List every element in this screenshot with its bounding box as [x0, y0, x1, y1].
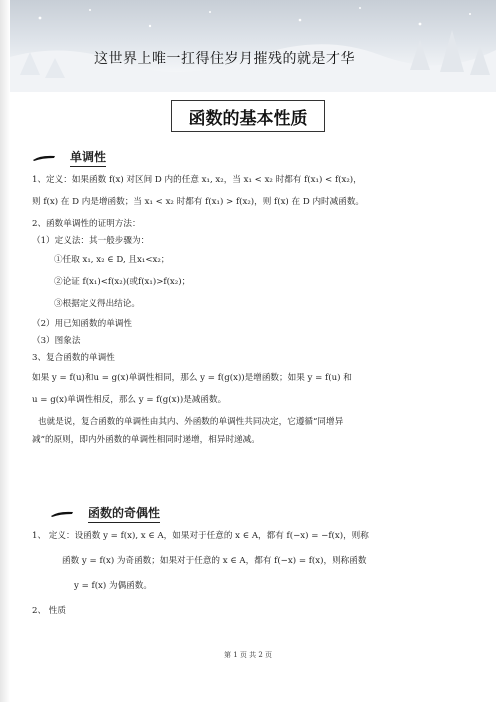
- body-line: 1、定义：如果函数 f(x) 对区间 D 内的任意 x₁, x₂，当 x₁ < x₂ 时都有 f(x₁) < f(x₂)，: [32, 175, 362, 185]
- body-line: （2）用已知函数的单调性: [32, 319, 132, 329]
- body-line: 也就是说，复合函数的单调性由其内、外函数的单调性共同决定，它遵循“同增异: [38, 417, 344, 427]
- page-footer: 第 1 页 共 2 页: [223, 651, 273, 659]
- snow-landscape-icon: [0, 0, 496, 92]
- body-line: （3）图象法: [32, 336, 81, 346]
- pen-stroke-icon: [50, 510, 74, 518]
- pen-stroke-icon: [32, 154, 56, 162]
- section-heading-parity: [50, 504, 160, 523]
- body-line: 如果 y = f(u)和u = g(x)单调性相同，那么 y = f(g(x))是增函数；如果 y = f(u) 和: [32, 373, 352, 383]
- body-line: u = g(x)单调性相反，那么 y = f(g(x))是减函数。: [32, 395, 227, 405]
- header-banner: [0, 0, 496, 92]
- body-line: 函数 y = f(x) 为奇函数；如果对于任意的 x ∈ A，都有 f(−x) = f(x)，则称函数: [62, 556, 367, 566]
- body-line: 则 f(x) 在 D 内是增函数；当 x₁ < x₂ 时都有 f(x₁) > f(x₂)，则 f(x) 在 D 内时减函数。: [32, 197, 365, 207]
- body-line: ②论证 f(x₁)<f(x₂)(或f(x₁)>f(x₂)；: [54, 277, 191, 287]
- body-line: 2、函数单调性的证明方法：: [32, 219, 141, 229]
- body-line: 1、 定义：设函数 y = f(x), x ∈ A，如果对于任意的 x ∈ A，都有 f(−x) = −f(x)，则称: [32, 531, 369, 541]
- body-line: y = f(x) 为偶函数。: [74, 581, 152, 591]
- body-line: ①任取 x₁, x₂ ∈ D, 且x₁<x₂；: [54, 255, 170, 265]
- body-line: 2、 性质: [32, 606, 66, 616]
- section-heading-label: 函数的奇偶性: [88, 504, 160, 523]
- body-line: 减”的原则，即内外函数的单调性相同时递增，相异时递减。: [32, 435, 260, 445]
- page-edge-shadow: [0, 0, 10, 702]
- body-line: ③根据定义得出结论。: [54, 299, 140, 309]
- banner-slogan: 这世界上唯一扛得住岁月摧残的就是才华: [94, 51, 355, 67]
- body-line: 3、复合函数的单调性: [32, 353, 115, 363]
- section-heading-label: 单调性: [70, 148, 106, 167]
- page-title: 函数的基本性质: [171, 100, 325, 132]
- section-heading-monotonicity: [32, 148, 106, 167]
- body-line: （1）定义法：其一般步骤为：: [32, 236, 150, 246]
